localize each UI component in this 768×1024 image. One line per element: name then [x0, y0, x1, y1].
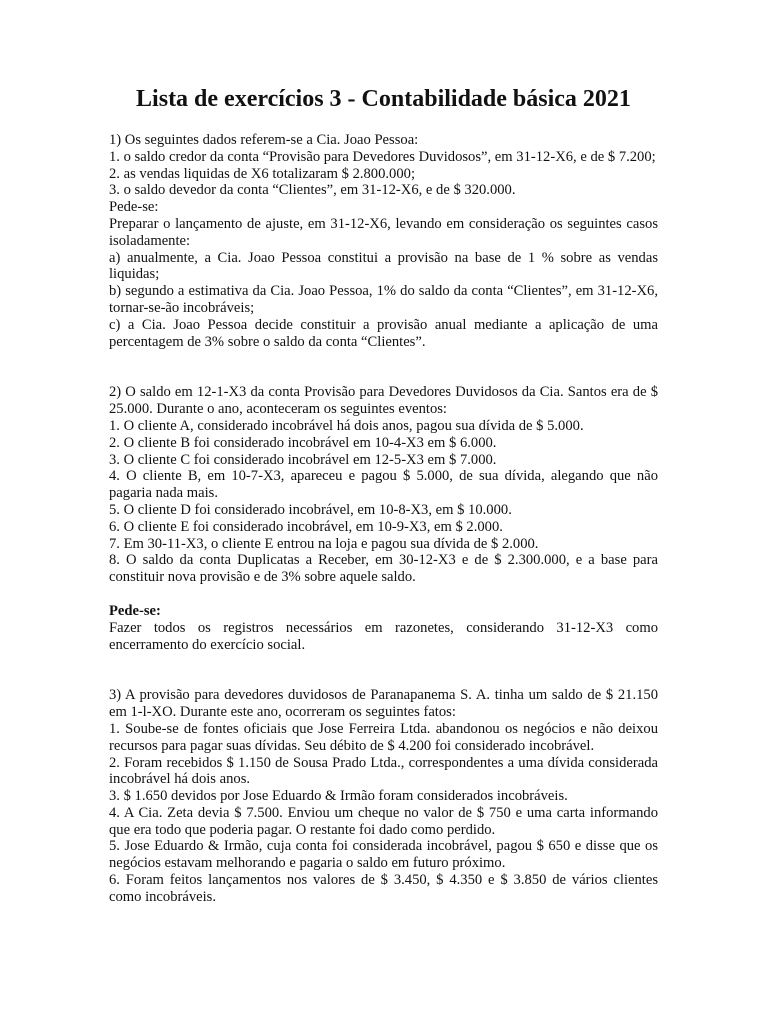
exercise-3 — [109, 687, 658, 905]
exercise-1-case: a) anualmente, a Cia. Joao Pessoa constitui a provisão na base de 1 % sobre as vendas liquidas; — [109, 249, 658, 283]
exercise-1 — [109, 132, 658, 350]
exercise-2-item: 2. O cliente B foi considerado incobrável em 10-4-X3 em $ 6.000. — [109, 434, 497, 451]
exercise-2-item: 5. O cliente D foi considerado incobrável, em 10-8-X3, em $ 10.000. — [109, 501, 512, 518]
document-page — [109, 84, 658, 906]
exercise-3-item: 1. Soube-se de fontes oficiais que Jose Ferreira Ltda. abandonou os negócios e não deixou recursos para pagar suas dívidas. Seu débito de $ 4.200 foi considerado incobrável. — [109, 720, 658, 754]
exercise-2-item: 6. O cliente E foi considerado incobrável, em 10-9-X3, em $ 2.000. — [109, 518, 503, 535]
exercise-1-intro: 1) Os seguintes dados referem-se a Cia. Joao Pessoa: — [109, 132, 419, 148]
exercise-2-item: 8. O saldo da conta Duplicatas a Receber, em 30-12-X3 e de $ 2.300.000, e a base para constituir nova provisão e de 3% sobre aquele saldo. — [109, 552, 658, 586]
exercise-1-case: c) a Cia. Joao Pessoa decide constituir a provisão anual mediante a aplicação de uma percentagem de 3% sobre o saldo da conta “Clientes”. — [109, 316, 658, 350]
section-spacer — [109, 350, 658, 384]
exercise-1-item: 2. as vendas liquidas de X6 totalizaram $ 2.800.000; — [109, 165, 415, 182]
exercise-1-pede-se: Pede-se: — [109, 199, 159, 216]
exercise-2-item: 1. O cliente A, considerado incobrável há dois anos, pagou sua dívida de $ 5.000. — [109, 417, 584, 434]
exercise-3-item: 3. $ 1.650 devidos por Jose Eduardo & Irmão foram considerados incobráveis. — [109, 788, 568, 805]
section-spacer — [109, 653, 658, 687]
exercise-3-item: 5. Jose Eduardo & Irmão, cuja conta foi considerada incobrável, pagou $ 650 e disse que os negócios estavam melhorando e pagaria o saldo em futuro próximo. — [109, 838, 658, 872]
exercise-1-case: b) segundo a estimativa da Cia. Joao Pessoa, 1% do saldo da conta “Clientes”, em 31-12-X6, tornar-se-ão incobráveis; — [109, 283, 658, 316]
exercise-2-item: 7. Em 30-11-X3, o cliente E entrou na loja e pagou sua dívida de $ 2.000. — [109, 535, 539, 552]
exercise-1-item: 3. o saldo devedor da conta “Clientes”, em 31-12-X6, e de $ 320.000. — [109, 182, 516, 199]
exercise-2-item: 4. O cliente B, em 10-7-X3, apareceu e pagou $ 5.000, de sua dívida, alegando que não pagaria nada mais. — [109, 468, 658, 502]
exercise-3-item: 2. Foram recebidos $ 1.150 de Sousa Prado Ltda., correspondentes a uma dívida considerada incobrável há dois anos. — [109, 754, 658, 788]
exercise-2 — [109, 384, 658, 653]
exercise-2-task: Fazer todos os registros necessários em razonetes, considerando 31-12-X3 como encerramento do exercício social. — [109, 619, 658, 653]
exercise-2-pede-se: Pede-se: — [109, 602, 161, 619]
exercise-1-task: Preparar o lançamento de ajuste, em 31-12-X6, levando em consideração os seguintes casos isoladamente: — [109, 215, 658, 249]
exercise-2-item: 3. O cliente C foi considerado incobrável em 12-5-X3 em $ 7.000. — [109, 451, 497, 468]
exercise-3-item: 4. A Cia. Zeta devia $ 7.500. Enviou um cheque no valor de $ 750 e uma carta informando que era todo que poderia pagar. O restante foi dado como perdido. — [109, 804, 658, 838]
exercise-2-intro: 2) O saldo em 12-1-X3 da conta Provisão para Devedores Duvidosos da Cia. Santos era de $ 25.000. Durante o ano, aconteceram os seguintes eventos: — [109, 384, 658, 418]
exercise-3-item: 6. Foram feitos lançamentos nos valores de $ 3.450, $ 4.350 e $ 3.850 de vários clientes como incobráveis. — [109, 872, 658, 905]
exercise-1-item: 1. o saldo credor da conta “Provisão para Devedores Duvidosos”, em 31-12-X6, e de $ 7.200; — [109, 148, 656, 165]
document-title: Lista de exercícios 3 - Contabilidade básica 2021 — [136, 86, 631, 112]
exercise-3-intro: 3) A provisão para devedores duvidosos de Paranapanema S. A. tinha um saldo de $ 21.150 em 1-l-XO. Durante este ano, ocorreram os seguintes fatos: — [109, 687, 658, 721]
paragraph-spacer — [109, 586, 658, 603]
